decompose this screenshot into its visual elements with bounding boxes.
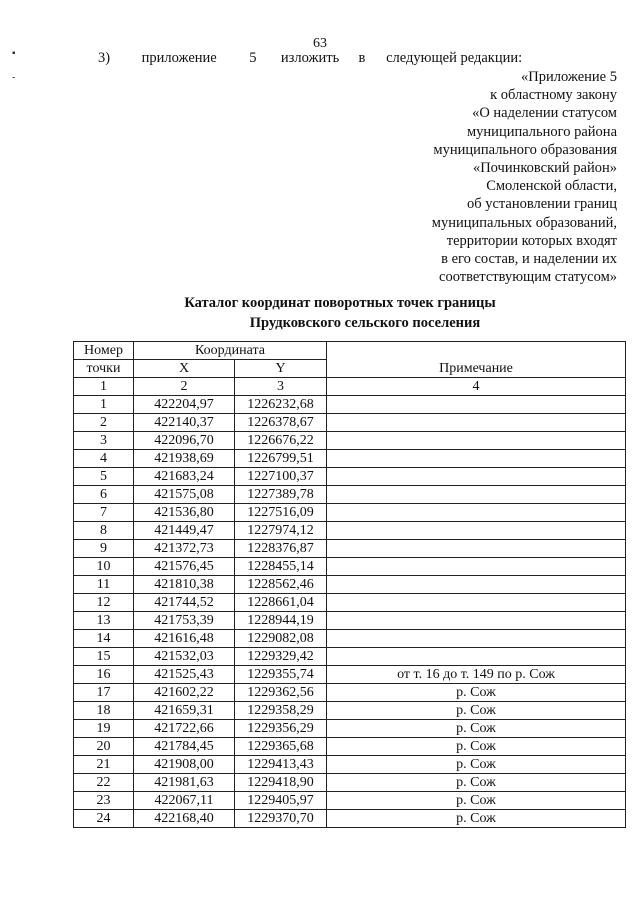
coordinate-x: 422067,11 [134,792,235,810]
coordinate-x: 421908,00 [134,756,235,774]
appendix-header [317,68,617,286]
table-row [74,684,626,702]
coordinate-y: 1229356,29 [235,720,327,738]
point-number: 18 [74,702,134,720]
column-number: 2 [134,378,235,396]
point-note [327,540,626,558]
coordinate-y: 1229082,08 [235,630,327,648]
point-number: 1 [74,396,134,414]
point-note [327,432,626,450]
table-row [74,558,626,576]
intro-word: 5 [249,50,257,66]
table-row [74,594,626,612]
coordinate-x: 421810,38 [134,576,235,594]
coordinate-x: 421784,45 [134,738,235,756]
appendix-line: «Приложение 5 [521,69,617,85]
coordinate-y: 1227100,37 [235,468,327,486]
point-note [327,414,626,432]
coordinate-x: 421744,52 [134,594,235,612]
appendix-line: муниципальных образований, [431,214,617,231]
table-row [74,396,626,414]
coordinate-y: 1229362,56 [235,684,327,702]
table-row [74,450,626,468]
table-row [74,432,626,450]
point-number: 2 [74,414,134,432]
point-note [327,612,626,630]
coordinate-x: 421616,48 [134,630,235,648]
header-number: Номер [74,342,134,360]
point-number: 23 [74,792,134,810]
coordinate-y: 1227974,12 [235,522,327,540]
intro-word: приложение [141,50,217,66]
coordinate-x: 421575,08 [134,486,235,504]
table-row [74,504,626,522]
margin-mark: - [12,72,16,83]
table-row [74,792,626,810]
point-number: 5 [74,468,134,486]
header-number-line2: точки [74,360,134,378]
coordinate-x: 421981,63 [134,774,235,792]
coordinate-y: 1226799,51 [235,450,327,468]
column-number: 3 [235,378,327,396]
catalog-title [0,293,640,333]
coordinate-y: 1229365,68 [235,738,327,756]
coordinate-x: 422140,37 [134,414,235,432]
coordinate-x: 421372,73 [134,540,235,558]
table-row [74,522,626,540]
coordinate-x: 422204,97 [134,396,235,414]
point-note [327,630,626,648]
point-note: р. Сож [327,792,626,810]
point-number: 15 [74,648,134,666]
point-note: от т. 16 до т. 149 по р. Сож [327,666,626,684]
coordinate-y: 1228376,87 [235,540,327,558]
coordinate-x: 421536,80 [134,504,235,522]
coordinate-x: 421602,22 [134,684,235,702]
margin-mark: ▪ [12,48,16,59]
intro-word: изложить [280,50,340,66]
appendix-line: Смоленской области, [486,178,617,195]
page-number: 63 [313,36,327,51]
coordinate-y: 1226676,22 [235,432,327,450]
point-number: 8 [74,522,134,540]
point-note [327,576,626,594]
table-row [74,738,626,756]
point-number: 3 [74,432,134,450]
point-note [327,450,626,468]
appendix-line: «Починковский район» [472,160,617,177]
table-row [74,630,626,648]
coordinate-x: 421938,69 [134,450,235,468]
point-number: 24 [74,810,134,828]
table-row [74,468,626,486]
table-header-row [74,342,626,360]
coordinate-y: 1228455,14 [235,558,327,576]
coordinate-x: 421576,45 [134,558,235,576]
coordinate-x: 422096,70 [134,432,235,450]
intro-line [98,50,522,67]
intro-item: 3) [98,50,111,66]
point-note: р. Сож [327,684,626,702]
coordinate-x: 421449,47 [134,522,235,540]
intro-word: в [358,50,366,66]
appendix-line: «О наделении статусом [472,105,617,122]
point-number: 12 [74,594,134,612]
coordinate-x: 421532,03 [134,648,235,666]
coordinate-y: 1229355,74 [235,666,327,684]
point-number: 20 [74,738,134,756]
coordinate-y: 1229358,29 [235,702,327,720]
point-number: 19 [74,720,134,738]
table-row [74,810,626,828]
coordinate-y: 1229329,42 [235,648,327,666]
coordinate-x: 421683,24 [134,468,235,486]
coordinate-y: 1229413,43 [235,756,327,774]
coordinate-y: 1226232,68 [235,396,327,414]
coordinate-y: 1228944,19 [235,612,327,630]
coordinate-x: 421753,39 [134,612,235,630]
point-note [327,594,626,612]
table-row [74,666,626,684]
column-number-row [74,378,626,396]
appendix-line: об установлении границ [466,196,617,213]
table-row [74,414,626,432]
point-note [327,558,626,576]
table-row [74,540,626,558]
table-row [74,774,626,792]
catalog-title-line: Прудковского сельского поселения [249,315,481,331]
catalog-title-line: Каталог координат поворотных точек границы [184,295,496,311]
column-number: 4 [327,378,626,396]
point-number: 16 [74,666,134,684]
table-row [74,756,626,774]
table-row [74,720,626,738]
intro-word: следующей редакции: [386,50,523,66]
point-note [327,522,626,540]
coordinate-y: 1227389,78 [235,486,327,504]
point-note: р. Сож [327,774,626,792]
coordinate-x: 422168,40 [134,810,235,828]
coordinates-table [73,341,626,828]
point-number: 13 [74,612,134,630]
point-note: р. Сож [327,810,626,828]
coordinate-x: 421525,43 [134,666,235,684]
coordinate-y: 1226378,67 [235,414,327,432]
coordinate-x: 421722,66 [134,720,235,738]
table-row [74,702,626,720]
point-note [327,504,626,522]
point-number: 11 [74,576,134,594]
point-note: р. Сож [327,720,626,738]
point-number: 4 [74,450,134,468]
appendix-line: в его состав, и наделении их [441,251,617,268]
table-row [74,576,626,594]
appendix-line: территории которых входят [446,232,617,249]
coordinate-x: 421659,31 [134,702,235,720]
point-number: 6 [74,486,134,504]
point-number: 21 [74,756,134,774]
table-row [74,486,626,504]
point-note: р. Сож [327,756,626,774]
point-note: р. Сож [327,702,626,720]
table-row [74,648,626,666]
appendix-line: муниципального района [467,123,617,140]
point-note [327,648,626,666]
point-number: 7 [74,504,134,522]
point-number: 17 [74,684,134,702]
column-number: 1 [74,378,134,396]
header-y: Y [235,360,327,378]
header-note: Примечание [327,342,626,378]
point-number: 14 [74,630,134,648]
table-row [74,612,626,630]
coordinate-y: 1228661,04 [235,594,327,612]
point-note [327,486,626,504]
coordinate-y: 1227516,09 [235,504,327,522]
coordinate-y: 1229418,90 [235,774,327,792]
appendix-line: соответствующим статусом» [439,269,617,286]
appendix-line: к областному закону [490,87,617,104]
coordinate-y: 1229370,70 [235,810,327,828]
coordinate-y: 1229405,97 [235,792,327,810]
header-x: X [134,360,235,378]
header-coordinates: Координата [134,342,327,360]
appendix-line: муниципального образования [433,141,617,158]
point-number: 22 [74,774,134,792]
point-number: 9 [74,540,134,558]
coordinate-y: 1228562,46 [235,576,327,594]
point-note: р. Сож [327,738,626,756]
point-note [327,396,626,414]
point-note [327,468,626,486]
point-number: 10 [74,558,134,576]
